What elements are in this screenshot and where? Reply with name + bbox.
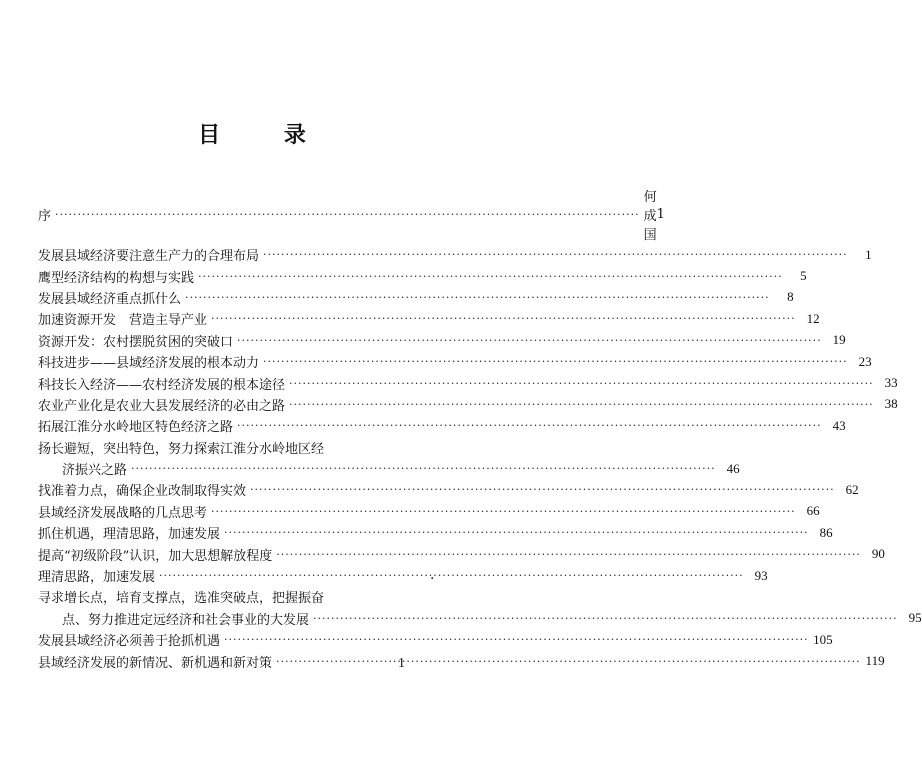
toc-entry: [38, 265, 807, 286]
leader-dots: [131, 462, 716, 475]
preface-page: 1: [656, 206, 665, 222]
leader-dots: [276, 548, 861, 561]
toc-entry-title: 鹰型经济结构的构想与实践: [38, 270, 195, 286]
preface-label: 序: [38, 208, 52, 224]
toc-entry-title: 资源开发：农村摆脱贫困的突破口: [38, 334, 234, 350]
stray-mark: ·: [430, 571, 435, 587]
leader-dots: [263, 355, 848, 368]
toc-entry-page: 62: [845, 481, 859, 497]
toc-entry-continuation: [38, 458, 740, 479]
leader-dots: [237, 334, 822, 347]
toc-entry: [38, 415, 846, 436]
leader-dots: [250, 483, 835, 496]
toc-list: [38, 244, 922, 672]
leader-dots: [263, 248, 848, 261]
toc-entry-page: 38: [884, 396, 898, 412]
toc-entry-page: 43: [832, 417, 846, 433]
toc-entry-page: 93: [754, 567, 768, 583]
leader-dots: [224, 526, 809, 539]
toc-entry: [38, 308, 820, 329]
preface-entry: [38, 189, 665, 243]
toc-entry-title: 拓展江淮分水岭地区特色经济之路: [38, 420, 234, 436]
leader-dots: [276, 655, 861, 668]
toc-entry-page: 119: [865, 653, 885, 669]
toc-entry-title: 寻求增长点，培育支撑点，选准突破点，把握振奋: [38, 591, 325, 607]
toc-entry-title: 点、努力推进定远经济和社会事业的大发展: [62, 612, 310, 628]
toc-entry-page: 23: [858, 353, 872, 369]
toc-entry-continuation: [38, 608, 922, 629]
toc-entry-title: 科技长入经济——农村经济发展的根本途径: [38, 377, 286, 393]
toc-entry-page: 66: [806, 503, 820, 519]
toc-entry: [38, 501, 820, 522]
leader-dots: [211, 505, 796, 518]
toc-entry: [38, 287, 794, 308]
toc-entry-page: 90: [871, 546, 885, 562]
toc-entry: [38, 351, 872, 372]
toc-entry: [38, 372, 898, 393]
leader-dots: [198, 270, 783, 283]
leader-dots: [289, 377, 874, 390]
toc-entry: [38, 244, 872, 265]
leader-dots: [211, 312, 796, 325]
toc-entry-title: 扬长避短，突出特色，努力探索江淮分水岭地区经: [38, 441, 325, 457]
toc-entry-page: 19: [832, 332, 846, 348]
toc-entry-page: 5: [800, 268, 807, 284]
leader-dots: [289, 398, 874, 411]
toc-entry-title: 找准着力点，确保企业改制取得实效: [38, 484, 247, 500]
leader-dots: [237, 419, 822, 432]
toc-entry-page: 46: [726, 460, 740, 476]
toc-entry: [38, 394, 898, 415]
toc-entry: [38, 565, 768, 586]
toc-entry-title: 加速资源开发 营造主导产业: [38, 313, 208, 329]
toc-entry-title: 理清思路，加速发展: [38, 570, 156, 586]
toc-entry-title: 县域经济发展的新情况、新机遇和新对策: [38, 655, 273, 671]
toc-entry-title: 发展县域经济必须善于抢抓机遇: [38, 634, 221, 650]
toc-entry: [38, 330, 846, 351]
toc-entry: [38, 479, 859, 500]
toc-entry-page: 1: [865, 246, 872, 262]
page-title: 目 录: [198, 122, 334, 148]
leader-dots: [185, 291, 770, 304]
toc-entry-page: 12: [806, 310, 820, 326]
toc-entry-title: 济振兴之路: [62, 463, 128, 479]
toc-entry: [38, 437, 464, 458]
toc-entry-page: 86: [819, 524, 833, 540]
leader-dots: [224, 633, 809, 646]
toc-entry-title: 抓住机遇，理清思路，加速发展: [38, 527, 221, 543]
leader-dots: [55, 208, 640, 221]
toc-entry-title: 县域经济发展战略的几点思考: [38, 505, 208, 521]
toc-entry: [38, 543, 885, 564]
toc-entry-title: 农业产业化是农业大县发展经济的必由之路: [38, 398, 286, 414]
toc-entry-title: 科技进步——县域经济发展的根本动力: [38, 356, 260, 372]
toc-entry: [38, 586, 464, 607]
toc-entry-page: 8: [787, 289, 794, 305]
leader-dots: [313, 612, 898, 625]
preface-author: 何成国: [643, 189, 657, 243]
toc-entry-title: 发展县域经济要注意生产力的合理布局: [38, 249, 260, 265]
leader-dots: [159, 569, 744, 582]
toc-entry-page: 95: [908, 610, 922, 626]
toc-entry-title: 发展县域经济重点抓什么: [38, 291, 182, 307]
toc-entry-page: 105: [813, 631, 833, 647]
page-number: 1: [398, 656, 405, 671]
toc-entry: [38, 629, 833, 650]
toc-entry: [38, 522, 833, 543]
toc-entry-title: 提高“初级阶段”认识，加大思想解放程度: [38, 548, 273, 564]
toc-entry-page: 33: [884, 375, 898, 391]
